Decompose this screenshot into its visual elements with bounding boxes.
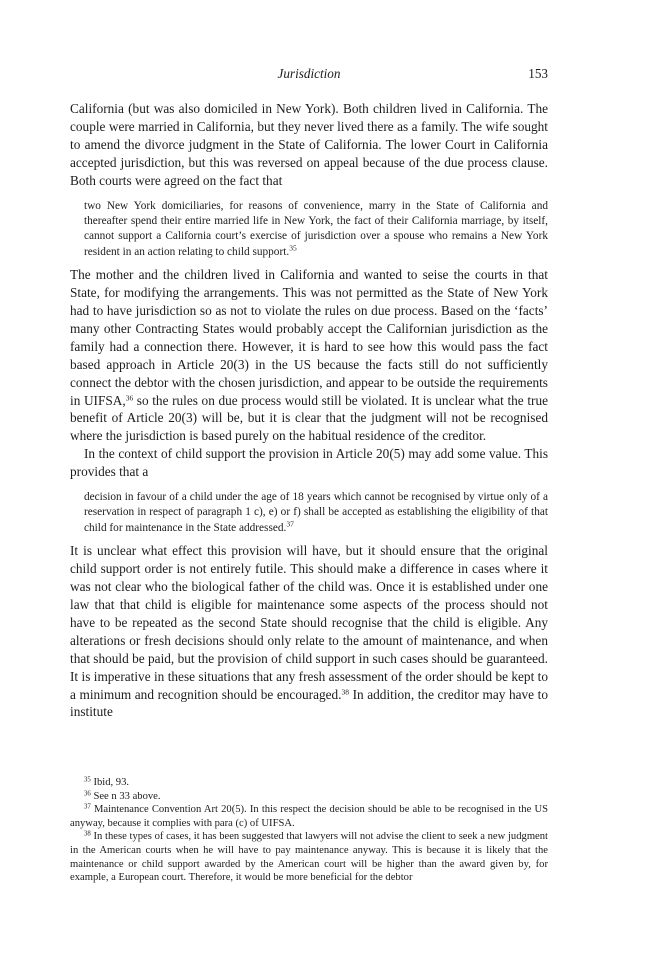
footnote-text: In these types of cases, it has been suggested that lawyers will not advise the client to seek a new judgment in the American courts when he will have to pay maintenance anyway. This is because it is likely that the maintenance or child support awarded by the American court will be higher than the award given by, for example, a European court. Therefore, it would be more beneficial for the debtor	[70, 831, 548, 884]
footnote-text: See n 33 above.	[90, 790, 161, 802]
paragraph: California (but was also domiciled in New York). Both children lived in California. The couple were married in California, but they never lived there as a family. The wife sought to amend the divorce judgment in the State of California. The lower Court in California accepted jurisdiction, but this was reversed on appeal because of the due process clause. Both courts were agreed on the fact that	[70, 101, 548, 188]
footnote	[70, 803, 548, 830]
page-number: 153	[528, 66, 548, 81]
paragraph	[70, 266, 548, 445]
quote-text: decision in favour of a child under the age of 18 years which cannot be recognised by virtue only of a reservation in respect of paragraph 1 c), e) or f) shall be accepted as establishing the eligibility of that child for maintenance in the State addressed.	[84, 491, 548, 534]
running-title: Jurisdiction	[277, 66, 341, 81]
footnote-number: 37	[84, 803, 91, 811]
footnote-ref: 37	[286, 519, 294, 529]
footnote-text: Ibid, 93.	[90, 777, 130, 788]
paragraph-text: It is unclear what effect this provision will have, but it should ensure that the original child support order is not entirely futile. This should make a difference in cases where it was not clear who the biological father of the child was. Once it is established under one law that that child is eligible for maintenance some aspects of the process should not have to be repeated as the second State should recognise that the child is eligible. Any alterations or fresh decisions should only relate to the amount of maintenance, and when that should be paid, but the provision of child support in such cases should be guaranteed. It is imperative in these situations that any fresh assessment of the order should be kept to a minimum and recognition should be encouraged.	[70, 543, 548, 702]
footnote-ref: 38	[341, 687, 349, 696]
paragraph-text: so the rules on due process would still be violated. It is unclear what the true benefit of Article 20(3) will be, but it is clear that the judgment will not be recognised where the jurisdiction is based purely on the habitual residence of the creditor.	[70, 392, 548, 444]
footnote-text: Maintenance Convention Art 20(5). In this respect the decision should be able to be recognised in the US anyway, because it complies with para (c) of UIFSA.	[70, 804, 548, 829]
footnotes	[70, 776, 548, 885]
body-text	[70, 100, 548, 721]
footnote-number: 36	[84, 790, 91, 798]
footnote-ref: 35	[289, 243, 297, 253]
paragraph-text: In addition, the creditor may have to institute	[70, 686, 548, 720]
paragraph	[70, 542, 548, 721]
footnote-number: 38	[84, 830, 91, 838]
block-quote	[70, 199, 548, 261]
quote-text: two New York domiciliaries, for reasons of convenience, marry in the State of California and thereafter spend their entire married life in New York, the fact of their California marriage, by itself, cannot support a California court’s exercise of jurisdiction over a spouse who remains a New York resident in an action relating to child support.	[84, 199, 548, 258]
footnote	[70, 790, 548, 804]
block-quote	[70, 490, 548, 536]
running-header	[70, 66, 548, 86]
paragraph: In the context of child support the provision in Article 20(5) may add some value. This provides that a	[70, 446, 548, 480]
page-content	[70, 66, 548, 721]
footnote-ref: 36	[125, 393, 134, 402]
footnote	[70, 776, 548, 790]
footnote-number: 35	[84, 776, 91, 784]
footnote	[70, 830, 548, 884]
paragraph-text: The mother and the children lived in California and wanted to seise the courts in that State, for modifying the arrangements. This was not permitted as the State of New York had to have jurisdiction so as not to violate the rules on due process. Based on the ‘facts’ many other Contracting States would probably accept the Californian jurisdiction as the family had a connection there. However, it is hard to see how this would pass the fact based approach in Article 20(3) in the US because the facts still do not sufficiently connect the debtor with the chosen jurisdiction, and appear to be outside the requirements in UIFSA,	[70, 267, 548, 408]
